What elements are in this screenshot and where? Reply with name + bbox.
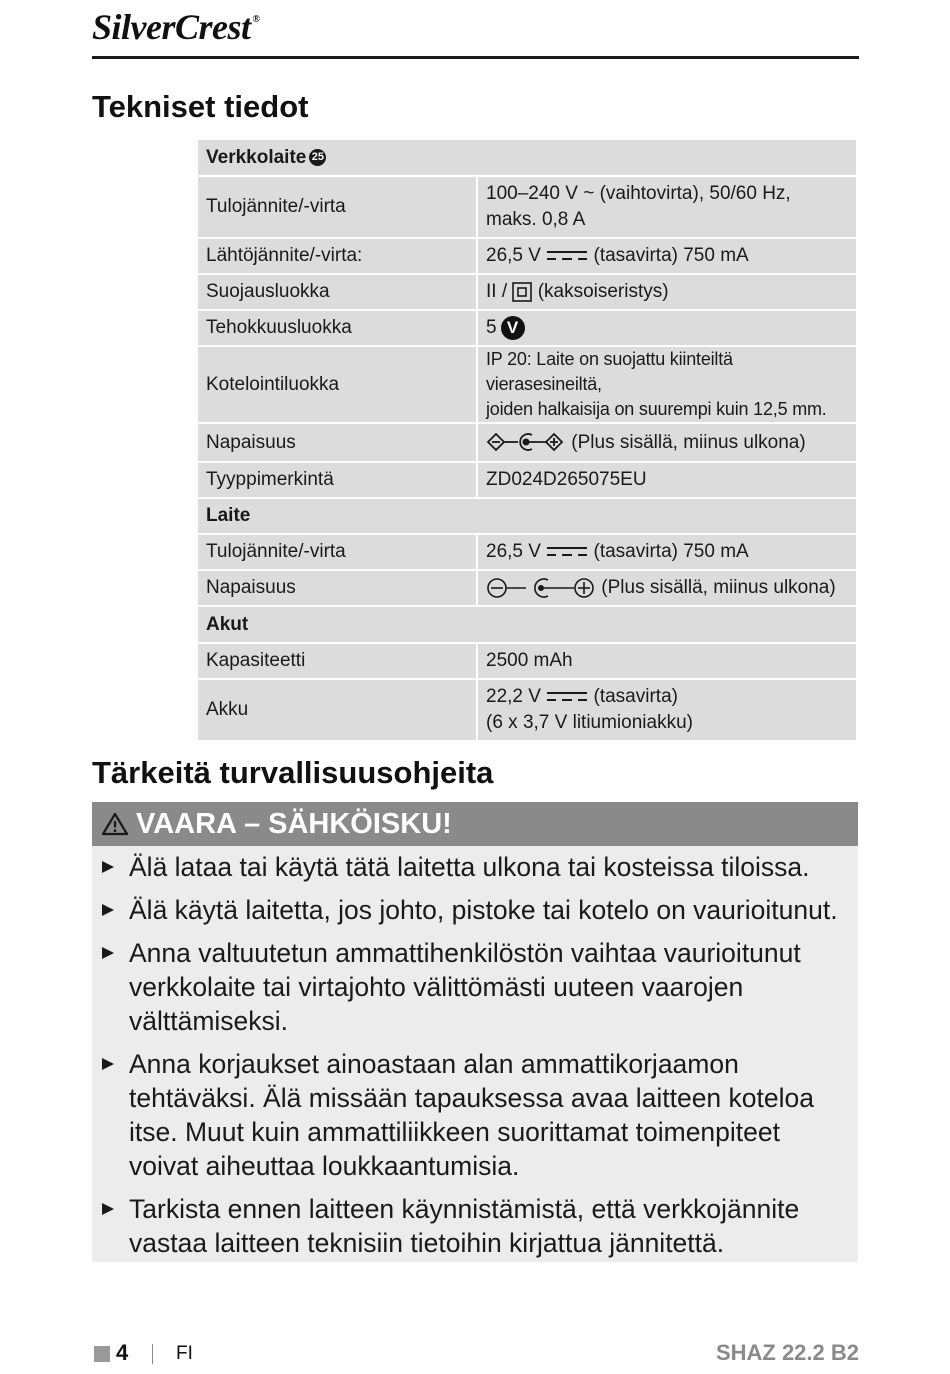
bullet-arrow-icon xyxy=(102,904,114,916)
output-rest: (tasavirta) 750 mA xyxy=(593,245,749,266)
device-input-voltage: 26,5 V xyxy=(486,541,541,562)
dc-symbol-icon xyxy=(546,691,588,703)
input-value xyxy=(477,176,857,238)
double-insulation-icon xyxy=(512,282,532,302)
ip-value xyxy=(477,346,857,423)
table-row xyxy=(197,274,857,310)
table-row xyxy=(197,606,857,643)
table-row xyxy=(197,498,857,534)
table-row xyxy=(197,176,857,238)
input-value-line: 100–240 V ~ (vaihtovirta), 50/60 Hz, xyxy=(486,183,791,204)
warning-list xyxy=(92,846,858,1260)
list-item-text: Älä lataa tai käytä tätä laitetta ulkona tai kosteissa tiloissa. xyxy=(129,852,810,882)
polarity-diamond-icon xyxy=(486,431,566,453)
efficiency-label: Tehokkuusluokka xyxy=(197,310,477,346)
tech-specs-title: Tekniset tiedot xyxy=(92,89,309,124)
efficiency-v-icon: V xyxy=(501,316,525,340)
akku-voltage: 22,2 V xyxy=(486,686,541,707)
table-row xyxy=(197,238,857,274)
table-row xyxy=(197,139,857,176)
table-row xyxy=(197,534,857,570)
table-row xyxy=(197,570,857,606)
bullet-arrow-icon xyxy=(102,861,114,873)
efficiency-value xyxy=(477,310,857,346)
device-polarity-value xyxy=(477,570,857,606)
table-row xyxy=(197,310,857,346)
ip-value-line: IP 20: Laite on suojattu kiinteiltä vierasesineiltä, xyxy=(486,349,733,394)
page-footer xyxy=(92,1340,859,1370)
table-row xyxy=(197,346,857,423)
list-item xyxy=(92,893,858,927)
capacity-value: 2500 mAh xyxy=(477,643,857,679)
table-row xyxy=(197,462,857,498)
device-section-head: Laite xyxy=(197,498,857,534)
ip-label: Kotelointiluokka xyxy=(197,346,477,423)
list-item xyxy=(92,1192,858,1260)
output-voltage: 26,5 V xyxy=(486,245,541,266)
table-row xyxy=(197,643,857,679)
polarity-text: (Plus sisällä, miinus ulkona) xyxy=(571,431,806,453)
input-value-line: maks. 0,8 A xyxy=(486,209,586,230)
akku-value xyxy=(477,679,857,741)
polarity-circle-icon xyxy=(486,576,596,600)
output-label: Lähtöjännite/-virta: xyxy=(197,238,477,274)
list-item-text: Tarkista ennen laitteen käynnistämistä, että verkkojännite vastaa laitteen teknisiin tietoihin kirjattua jännitettä. xyxy=(129,1194,800,1258)
device-polarity-label: Napaisuus xyxy=(197,570,477,606)
class-value-a: II / xyxy=(486,281,508,302)
footer-square-icon xyxy=(94,1346,110,1362)
list-item-text: Anna valtuutetun ammattihenkilöstön vaihtaa vaurioitunut verkkolaite tai virtajohto välittömästi uuteen vaarojen välttämiseksi. xyxy=(129,938,801,1036)
bullet-arrow-icon xyxy=(102,947,114,959)
model-number: SHAZ 22.2 B2 xyxy=(715,1340,859,1365)
brand-name: SilverCrest xyxy=(92,7,251,47)
warning-title: VAARA – SÄHKÖISKU! xyxy=(136,807,452,840)
efficiency-number: 5 xyxy=(486,317,497,338)
safety-title: Tärkeitä turvallisuusohjeita xyxy=(92,755,494,790)
polarity-value xyxy=(477,423,857,462)
device-input-rest: (tasavirta) 750 mA xyxy=(593,541,749,562)
brand-logo xyxy=(92,6,260,48)
class-value xyxy=(477,274,857,310)
registered-mark: ® xyxy=(252,14,260,25)
header-rule xyxy=(92,56,859,59)
warning-box xyxy=(92,802,858,1262)
warning-triangle-icon xyxy=(102,812,128,836)
list-item xyxy=(92,850,858,884)
device-input-label: Tulojännite/-virta xyxy=(197,534,477,570)
capacity-label: Kapasiteetti xyxy=(197,643,477,679)
input-label: Tulojännite/-virta xyxy=(197,176,477,238)
adapter-section-head xyxy=(197,139,857,176)
table-row xyxy=(197,423,857,462)
output-value xyxy=(477,238,857,274)
list-item-text: Anna korjaukset ainoastaan alan ammattikorjaamon tehtäväksi. Älä missään tapauksessa avaa laitteen koteloa itse. Muut kuin ammattiliikkeen suorittamat toimenpiteet voivat aiheuttaa loukkaantumisia. xyxy=(129,1049,814,1181)
language-code: FI xyxy=(176,1343,193,1364)
akku-value-line xyxy=(486,684,848,710)
ip-value-line: joiden halkaisija on suurempi kuin 12,5 mm. xyxy=(486,399,827,419)
akku-value-line: (6 x 3,7 V litiumioniakku) xyxy=(486,712,693,733)
class-value-b: (kaksoiseristys) xyxy=(537,281,669,302)
bullet-arrow-icon xyxy=(102,1058,114,1070)
type-label: Tyyppimerkintä xyxy=(197,462,477,498)
list-item-text: Älä käytä laitetta, jos johto, pistoke tai kotelo on vaurioitunut. xyxy=(129,895,838,925)
device-input-value xyxy=(477,534,857,570)
bullet-arrow-icon xyxy=(102,1203,114,1215)
warning-header xyxy=(92,802,858,846)
footer-divider xyxy=(152,1344,153,1364)
akku-rest: (tasavirta) xyxy=(593,686,678,707)
list-item xyxy=(92,936,858,1038)
dc-symbol-icon xyxy=(546,546,588,558)
battery-section-head: Akut xyxy=(197,606,857,643)
device-polarity-text: (Plus sisällä, miinus ulkona) xyxy=(601,577,836,598)
adapter-ref-badge: 25 xyxy=(309,149,326,166)
list-item xyxy=(92,1047,858,1183)
polarity-label: Napaisuus xyxy=(197,423,477,462)
page-number: 4 xyxy=(116,1340,129,1365)
adapter-head-label: Verkkolaite xyxy=(206,146,307,168)
tech-specs-table xyxy=(196,138,858,742)
table-row xyxy=(197,679,857,741)
class-label: Suojausluokka xyxy=(197,274,477,310)
dc-symbol-icon xyxy=(546,250,588,262)
akku-label: Akku xyxy=(197,679,477,741)
type-value: ZD024D265075EU xyxy=(477,462,857,498)
